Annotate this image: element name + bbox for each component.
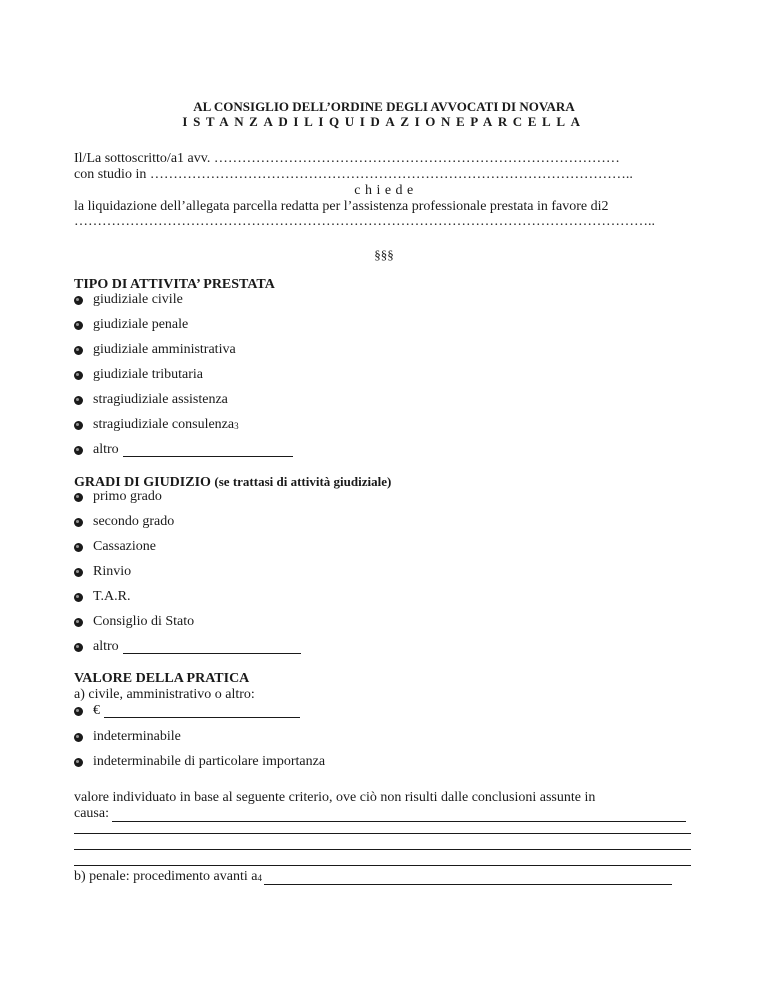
option-label: primo grado bbox=[93, 489, 162, 504]
footnote-marker: 3 bbox=[234, 421, 239, 431]
radio-bullet-icon[interactable] bbox=[74, 518, 83, 527]
altro-input-line[interactable] bbox=[123, 641, 301, 654]
criterio-blank-line[interactable] bbox=[74, 865, 691, 866]
radio-bullet-icon[interactable] bbox=[74, 568, 83, 577]
checkbox-indeterminabile-importanza[interactable] bbox=[74, 754, 325, 770]
section-separator: §§§ bbox=[374, 247, 394, 262]
checkbox-stragiudiziale-assistenza[interactable] bbox=[74, 392, 228, 408]
checkbox-giudiziale-amministrativa[interactable] bbox=[74, 342, 236, 358]
document-header bbox=[74, 99, 694, 129]
radio-bullet-icon[interactable] bbox=[74, 758, 83, 767]
checkbox-secondo-grado[interactable] bbox=[74, 514, 174, 530]
option-label: giudiziale amministrativa bbox=[93, 342, 236, 357]
radio-bullet-icon[interactable] bbox=[74, 321, 83, 330]
option-label: Cassazione bbox=[93, 539, 156, 554]
criterio-blank-line[interactable] bbox=[74, 849, 691, 850]
gradi-title-note: (se trattasi di attività giudiziale) bbox=[214, 474, 392, 489]
radio-bullet-icon[interactable] bbox=[74, 296, 83, 305]
penale-label: b) penale: procedimento avanti a bbox=[74, 869, 258, 884]
checkbox-gradi-altro[interactable] bbox=[74, 639, 301, 655]
header-recipient: AL CONSIGLIO DELL’ORDINE DEGLI AVVOCATI DI NOVARA bbox=[193, 99, 575, 114]
option-label: indeterminabile di particolare importanza bbox=[93, 754, 326, 769]
penale-input-line[interactable] bbox=[264, 871, 672, 885]
euro-symbol: € bbox=[93, 703, 100, 718]
checkbox-cassazione[interactable] bbox=[74, 539, 156, 555]
tipo-attivita-title: TIPO DI ATTIVITA’ PRESTATA bbox=[74, 277, 275, 292]
radio-bullet-icon[interactable] bbox=[74, 421, 83, 430]
radio-bullet-icon[interactable] bbox=[74, 543, 83, 552]
criterio-causa-label: causa: bbox=[74, 806, 109, 821]
intro-chiede: c h i e d e bbox=[354, 183, 414, 198]
criterio-blank-line[interactable] bbox=[74, 833, 691, 834]
intro-line-liquidazione: la liquidazione dell’allegata parcella redatta per l’assistenza professionale prestata in favore di2 bbox=[74, 199, 609, 214]
radio-bullet-icon[interactable] bbox=[74, 371, 83, 380]
criterio-line-1: valore individuato in base al seguente criterio, ove ciò non risulti dalle conclusioni assunte in bbox=[74, 790, 596, 805]
radio-bullet-icon[interactable] bbox=[74, 593, 83, 602]
euro-amount-input-line[interactable] bbox=[104, 705, 300, 718]
checkbox-consiglio-di-stato[interactable] bbox=[74, 614, 194, 630]
valore-pratica-title: VALORE DELLA PRATICA bbox=[74, 671, 250, 686]
option-label: secondo grado bbox=[93, 514, 175, 529]
radio-bullet-icon[interactable] bbox=[74, 733, 83, 742]
checkbox-tar[interactable] bbox=[74, 589, 130, 605]
option-label: T.A.R. bbox=[93, 589, 131, 604]
altro-input-line[interactable] bbox=[123, 444, 293, 457]
radio-bullet-icon[interactable] bbox=[74, 396, 83, 405]
radio-bullet-icon[interactable] bbox=[74, 707, 83, 716]
radio-bullet-icon[interactable] bbox=[74, 346, 83, 355]
header-title: ISTANZADILIQUIDAZIONEPARCELLA bbox=[182, 114, 586, 129]
radio-bullet-icon[interactable] bbox=[74, 446, 83, 455]
footnote-marker: 4 bbox=[257, 873, 262, 883]
checkbox-tipo-altro[interactable] bbox=[74, 442, 293, 458]
option-label: indeterminabile bbox=[93, 729, 181, 744]
radio-bullet-icon[interactable] bbox=[74, 493, 83, 502]
option-label: Consiglio di Stato bbox=[93, 614, 195, 629]
checkbox-giudiziale-tributaria[interactable] bbox=[74, 367, 203, 383]
option-label: altro bbox=[93, 639, 119, 654]
intro-line-favore: …………………………………………………………………………………………………………….. bbox=[74, 214, 655, 229]
option-label: stragiudiziale consulenza bbox=[93, 417, 235, 432]
checkbox-rinvio[interactable] bbox=[74, 564, 131, 580]
intro-line-sottoscritto: Il/La sottoscritto/a1 avv. …………………………………………………………………………… bbox=[74, 151, 620, 166]
option-label: giudiziale penale bbox=[93, 317, 189, 332]
option-label: stragiudiziale assistenza bbox=[93, 392, 228, 407]
checkbox-primo-grado[interactable] bbox=[74, 489, 162, 505]
option-label: altro bbox=[93, 442, 119, 457]
intro-line-studio: con studio in ………………………………………………………………………………………….. bbox=[74, 167, 633, 182]
option-label: giudiziale civile bbox=[93, 292, 183, 307]
criterio-input-line[interactable] bbox=[112, 808, 686, 822]
checkbox-indeterminabile[interactable] bbox=[74, 729, 181, 745]
radio-bullet-icon[interactable] bbox=[74, 618, 83, 627]
checkbox-giudiziale-penale[interactable] bbox=[74, 317, 188, 333]
checkbox-giudiziale-civile[interactable] bbox=[74, 292, 183, 308]
radio-bullet-icon[interactable] bbox=[74, 643, 83, 652]
gradi-title-text: GRADI DI GIUDIZIO bbox=[74, 475, 211, 490]
valore-subtitle-a: a) civile, amministrativo o altro: bbox=[74, 687, 255, 702]
checkbox-valore-euro[interactable] bbox=[74, 703, 300, 719]
penale-line bbox=[74, 869, 672, 885]
criterio-line-2 bbox=[74, 806, 686, 822]
option-label: Rinvio bbox=[93, 564, 132, 579]
checkbox-stragiudiziale-consulenza[interactable] bbox=[74, 417, 239, 433]
option-label: giudiziale tributaria bbox=[93, 367, 204, 382]
